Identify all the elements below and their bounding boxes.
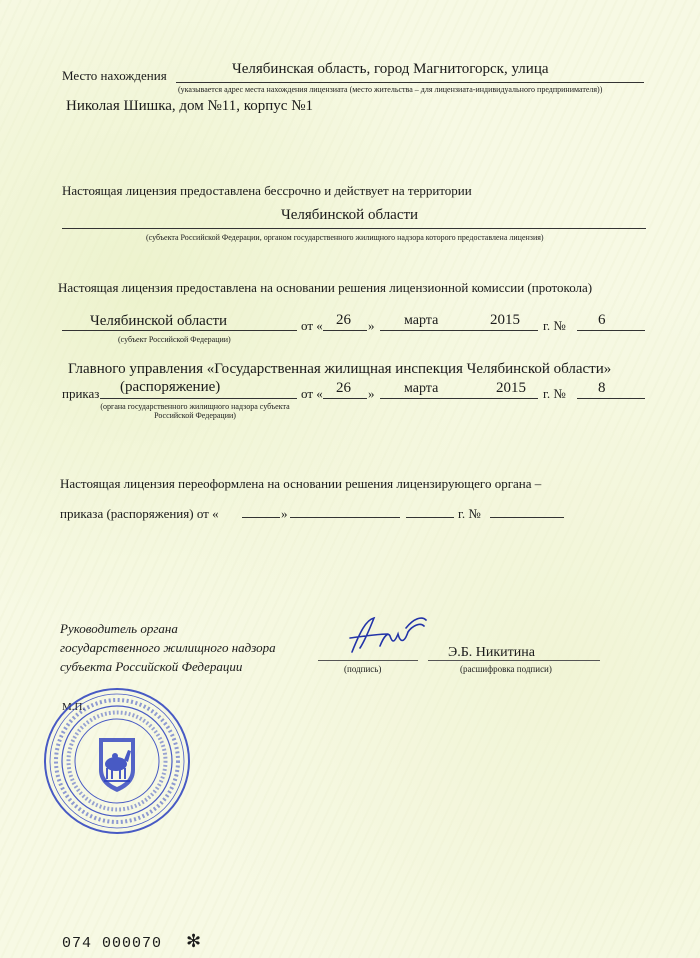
mp-label: М.П. (62, 701, 86, 713)
order-g-no: г. № (543, 386, 566, 401)
order-kind: (распоряжение) (120, 379, 221, 395)
order-number: 8 (598, 380, 606, 396)
reissue-year-underline (406, 517, 454, 518)
commission-subject: Челябинской области (90, 313, 228, 329)
name-hint: (расшифровка подписи) (460, 664, 552, 674)
order-day-underline (323, 398, 367, 399)
sign-hint: (подпись) (344, 664, 382, 674)
order-number-underline (577, 398, 645, 399)
location-line2: Николая Шишка, дом №11, корпус №1 (66, 98, 314, 114)
location-label: Место нахождения (62, 68, 167, 83)
signatory-title-2: государственного жилищного надзора (60, 640, 276, 655)
name-underline (428, 660, 600, 661)
official-seal-stamp (42, 686, 192, 836)
commission-number: 6 (598, 312, 606, 328)
commission-date-underline (380, 330, 538, 331)
commission-month: марта (404, 313, 439, 328)
order-org-hint-1: (органа государственного жилищного надзора субъекта (100, 402, 290, 411)
order-kind-underline (100, 398, 297, 399)
commission-day-underline (323, 330, 367, 331)
serial-number: 000070 (102, 935, 163, 952)
commission-subject-underline (62, 330, 297, 331)
signature-underline (318, 660, 418, 661)
territory-hint: (субъекта Российской Федерации, органом государственного жилищного надзора которого предоставлена лицензия) (146, 233, 544, 242)
reissue-close-quote: » (281, 506, 288, 521)
serial-series: 074 (62, 935, 93, 952)
territory-underline (62, 228, 646, 229)
commission-g-no: г. № (543, 318, 566, 333)
commission-day: 26 (336, 312, 351, 328)
reissue-g-no: г. № (458, 506, 481, 521)
order-month: марта (404, 381, 439, 396)
commission-ot: от « (301, 318, 323, 333)
commission-subject-hint: (субъект Российской Федерации) (118, 335, 231, 344)
commission-number-underline (577, 330, 645, 331)
signatory-title-3: субъекта Российской Федерации (60, 659, 243, 674)
order-ot: от « (301, 386, 323, 401)
commission-year: 2015 (490, 312, 520, 328)
serial-mark-icon: ✻ (186, 931, 202, 952)
handwritten-signature (330, 612, 430, 662)
order-prikaz: приказ (62, 386, 100, 401)
reissue-month-underline (290, 517, 400, 518)
order-close-quote: » (368, 386, 375, 401)
location-underline-1 (176, 82, 644, 83)
territory-value: Челябинской области (281, 207, 419, 223)
reissue-text: Настоящая лицензия переоформлена на основании решения лицензирующего органа – (60, 476, 542, 491)
order-org-hint-2: Российской Федерации) (154, 411, 236, 420)
reissue-day-underline (242, 517, 280, 518)
territory-text: Настоящая лицензия предоставлена бессрочно и действует на территории (62, 183, 472, 198)
location-line1: Челябинская область, город Магнитогорск, улица (232, 61, 549, 77)
reissue-line: приказа (распоряжения) от « (60, 506, 219, 521)
order-date-underline (380, 398, 538, 399)
order-year: 2015 (496, 380, 526, 396)
commission-text: Настоящая лицензия предоставлена на основании решения лицензионной комиссии (протокола) (58, 280, 593, 295)
location-hint: (указывается адрес места нахождения лицензиата (место жительства – для лицензиата-индивидуального предпринимателя)) (178, 85, 603, 94)
commission-close-quote: » (368, 318, 375, 333)
signatory-title-1: Руководитель органа (60, 621, 178, 636)
order-day: 26 (336, 380, 351, 396)
signatory-name: Э.Б. Никитина (448, 645, 535, 660)
order-org-line: Главного управления «Государственная жилищная инспекция Челябинской области» (68, 361, 612, 377)
reissue-number-underline (490, 517, 564, 518)
